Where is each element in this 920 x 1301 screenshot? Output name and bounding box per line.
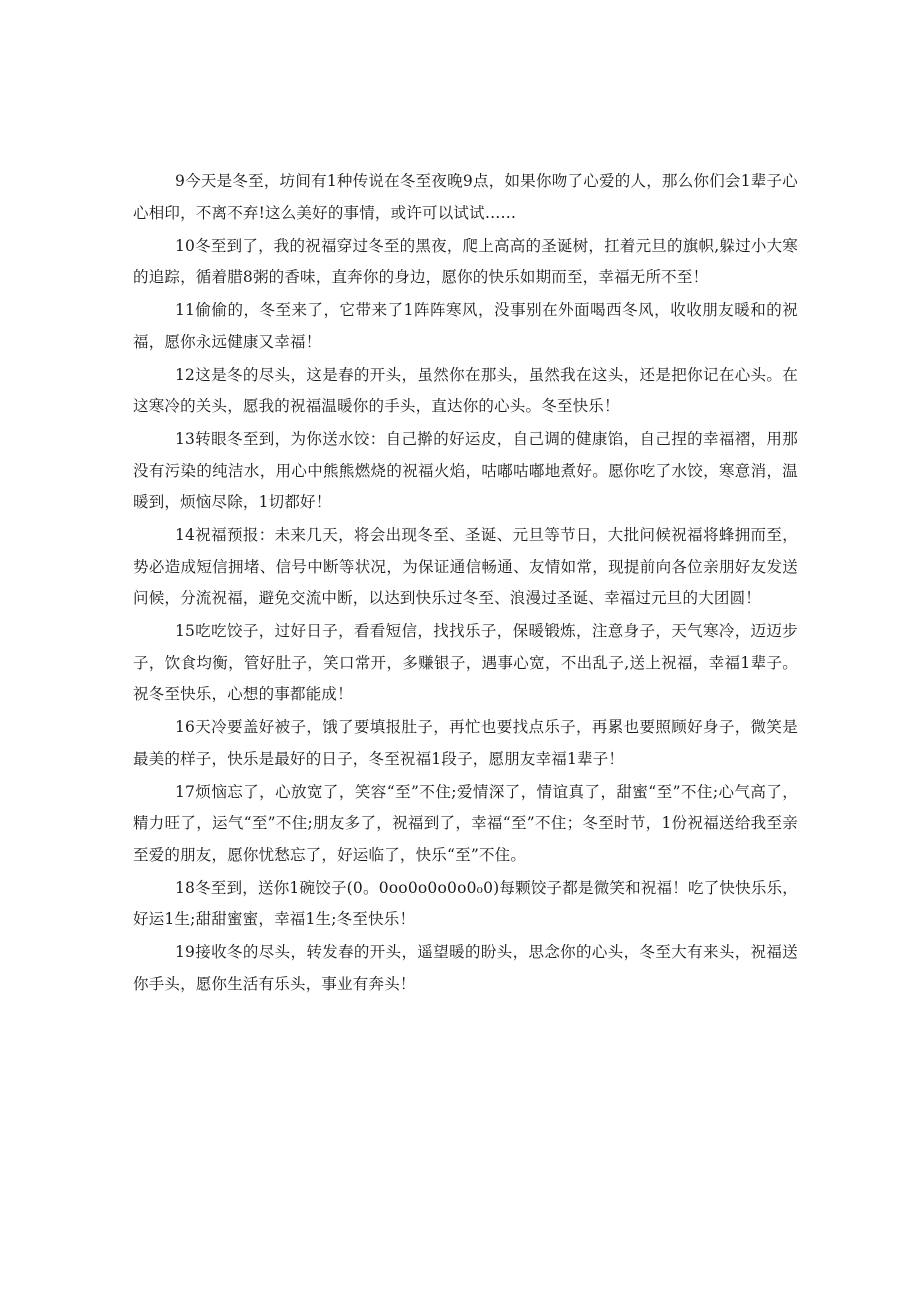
paragraph-12: 12这是冬的尽头，这是春的开头，虽然你在那头，虽然我在这头，还是把你记在心头。在这寒冷的关头，愿我的祝福温暖你的手头，直达你的心头。冬至快乐！ bbox=[133, 365, 798, 415]
paragraph-18: 18冬至到，送你1碗饺子(0。0oo0o0o0o0₀0)每颗饺子都是微笑和祝福！吃了快快乐乐，好运1生;甜甜蜜蜜，幸福1生;冬至快乐！ bbox=[133, 878, 798, 928]
paragraph-10: 10冬至到了，我的祝福穿过冬至的黑夜，爬上高高的圣诞树，扛着元旦的旗帜,躲过小大寒的追踪，循着腊8粥的香味，直奔你的身边，愿你的快乐如期而至，幸福无所不至！ bbox=[133, 236, 798, 286]
paragraph-17: 17烦恼忘了，心放宽了，笑容“至”不住;爱情深了，情谊真了，甜蜜“至”不住;心气高了，精力旺了，运气“至”不住;朋友多了，祝福到了，幸福“至”不住；冬至时节，1份祝福送给我至亲至爱的朋友，愿你忧愁忘了，好运临了，快乐“至”不住。 bbox=[133, 782, 798, 864]
paragraph-9: 9今天是冬至，坊间有1种传说在冬至夜晚9点，如果你吻了心爱的人，那么你们会1辈子心心相印，不离不弃!这么美好的事情，或许可以试试…… bbox=[133, 172, 798, 222]
paragraph-11: 11偷偷的，冬至来了，它带来了1阵阵寒风，没事别在外面喝西冬风，收收朋友暖和的祝福，愿你永远健康又幸福！ bbox=[133, 301, 798, 351]
paragraph-13: 13转眼冬至到，为你送水饺：自己擀的好运皮，自己调的健康馅，自己捏的幸福褶，用那没有污染的纯洁水，用心中熊熊燃烧的祝福火焰，咕嘟咕嘟地煮好。愿你吃了水饺，寒意消，温暖到，烦恼尽除，1切都好！ bbox=[133, 430, 798, 511]
document-body bbox=[133, 166, 798, 1002]
paragraph-19: 19接收冬的尽头，转发春的开头，遥望暖的盼头，思念你的心头，冬至大有来头，祝福送你手头，愿你生活有乐头，事业有奔头！ bbox=[133, 943, 798, 993]
paragraph-14: 14祝福预报：未来几天，将会出现冬至、圣诞、元旦等节日，大批问候祝福将蜂拥而至，势必造成短信拥堵、信号中断等状况，为保证通信畅通、友情如常，现提前向各位亲朋好友发送问候，分流祝福，避免交流中断，以达到快乐过冬至、浪漫过圣诞、幸福过元旦的大团圆！ bbox=[133, 526, 798, 607]
paragraph-16: 16天冷要盖好被子，饿了要填报肚子，再忙也要找点乐子，再累也要照顾好身子，微笑是最美的样子，快乐是最好的日子，冬至祝福1段子，愿朋友幸福1辈子！ bbox=[133, 718, 798, 768]
paragraph-15: 15吃吃饺子，过好日子，看看短信，找找乐子，保暖锻炼，注意身子，天气寒冷，迈迈步子，饮食均衡，管好肚子，笑口常开，多赚银子，遇事心宽，不出乱子,送上祝福，幸福1辈子。祝冬至快乐，心想的事都能成！ bbox=[133, 622, 798, 703]
